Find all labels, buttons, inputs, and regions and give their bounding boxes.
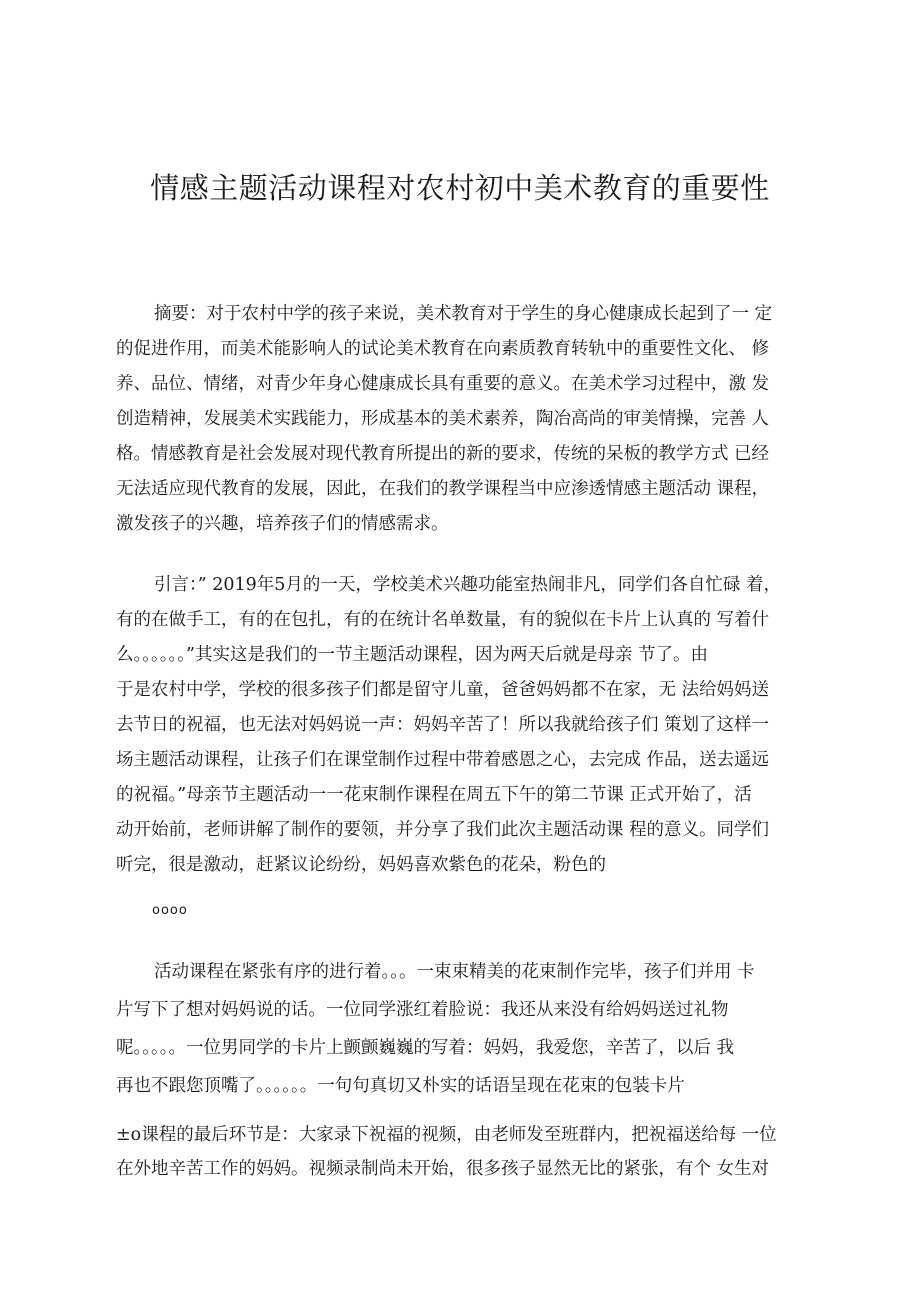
- intro-line: 么。。。。。。”其实这是我们的一节主题活动课程，因为两天后就是母亲 节了。由: [116, 645, 709, 665]
- intro-line: 于是农村中学，学校的很多孩子们都是留守儿童，爸爸妈妈都不在家，无 法给妈妈送: [116, 680, 770, 700]
- intro-paragraph: [116, 568, 816, 883]
- abstract-line: 创造精神，发展美术实践能力，形成基本的美术素养，陶冶高尚的审美情操，完善 人: [116, 409, 770, 429]
- abstract-line: 养、品位、情绪，对青少年身心健康成长具有重要的意义。在美术学习过程中，激 发: [116, 374, 770, 394]
- closing-paragraph: [116, 1118, 816, 1186]
- activity-paragraph: [116, 953, 816, 1105]
- abstract-line: 无法适应现代教育的发展，因此，在我们的教学课程当中应渗透情感主题活动 课程，: [116, 479, 770, 499]
- intro-line: 场主题活动课程，让孩子们在课堂制作过程中带着感恩之心，去完成 作品，送去遥远: [116, 750, 770, 770]
- intro-line: 引言：” 2019年5月的一天，学校美术兴趣功能室热闹非凡，同学们各自忙碌 着，: [154, 575, 781, 595]
- abstract-line: 摘要：对于农村中学的孩子来说，美术教育对于学生的身心健康成长起到了一 定: [154, 304, 773, 324]
- activity-line: 片写下了想对妈妈说的话。一位同学涨红着脸说：我还从来没有给妈妈送过礼物: [116, 1000, 729, 1020]
- intro-line: 动开始前，老师讲解了制作的要领，并分享了我们此次主题活动课 程的意义。同学们: [116, 820, 770, 840]
- abstract-line: 激发孩子的兴趣，培养孩子们的情感需求。: [116, 514, 449, 534]
- activity-line: 再也不跟您顶嘴了。。。。。。一句句真切又朴实的话语呈现在花束的包装卡片: [116, 1076, 685, 1096]
- activity-line: 呢。。。。。一位男同学的卡片上颤颤巍巍的写着：妈妈，我爱您，辛苦了，以后 我: [116, 1038, 735, 1058]
- activity-line: 活动课程在紧张有序的进行着。。。一束束精美的花束制作完毕，孩子们并用 卡: [154, 962, 755, 982]
- ellipsis-marks: oooo: [152, 903, 188, 918]
- intro-line: 去节日的祝福，也无法对妈妈说一声：妈妈辛苦了！所以我就给孩子们 策划了这样一: [116, 715, 770, 735]
- abstract-line: 的促进作用，而美术能影响人的试论美术教育在向素质教育转轨中的重要性文化、 修: [116, 339, 770, 359]
- intro-line: 有的在做手工，有的在包扎，有的在统计名单数量，有的貌似在卡片上认真的 写着什: [116, 610, 770, 630]
- intro-line: 听完，很是激动，赶紧议论纷纷，妈妈喜欢紫色的花朵，粉色的: [116, 855, 606, 875]
- document-title: 情感主题活动课程对农村初中美术教育的重要性: [150, 171, 770, 205]
- closing-line: 在外地辛苦工作的妈妈。视频录制尚未开始，很多孩子显然无比的紧张，有个 女生对: [116, 1159, 770, 1179]
- closing-line: ±o课程的最后环节是：大家录下祝福的视频，由老师发至班群内，把祝福送给每 一位: [116, 1125, 777, 1145]
- abstract-line: 格。情感教育是社会发展对现代教育所提出的新的要求，传统的呆板的教学方式 已经: [116, 444, 770, 464]
- intro-line: 的祝福。”母亲节主题活动一一花束制作课程在周五下午的第二节课 正式开始了，活: [116, 785, 752, 805]
- abstract-paragraph: [116, 297, 816, 542]
